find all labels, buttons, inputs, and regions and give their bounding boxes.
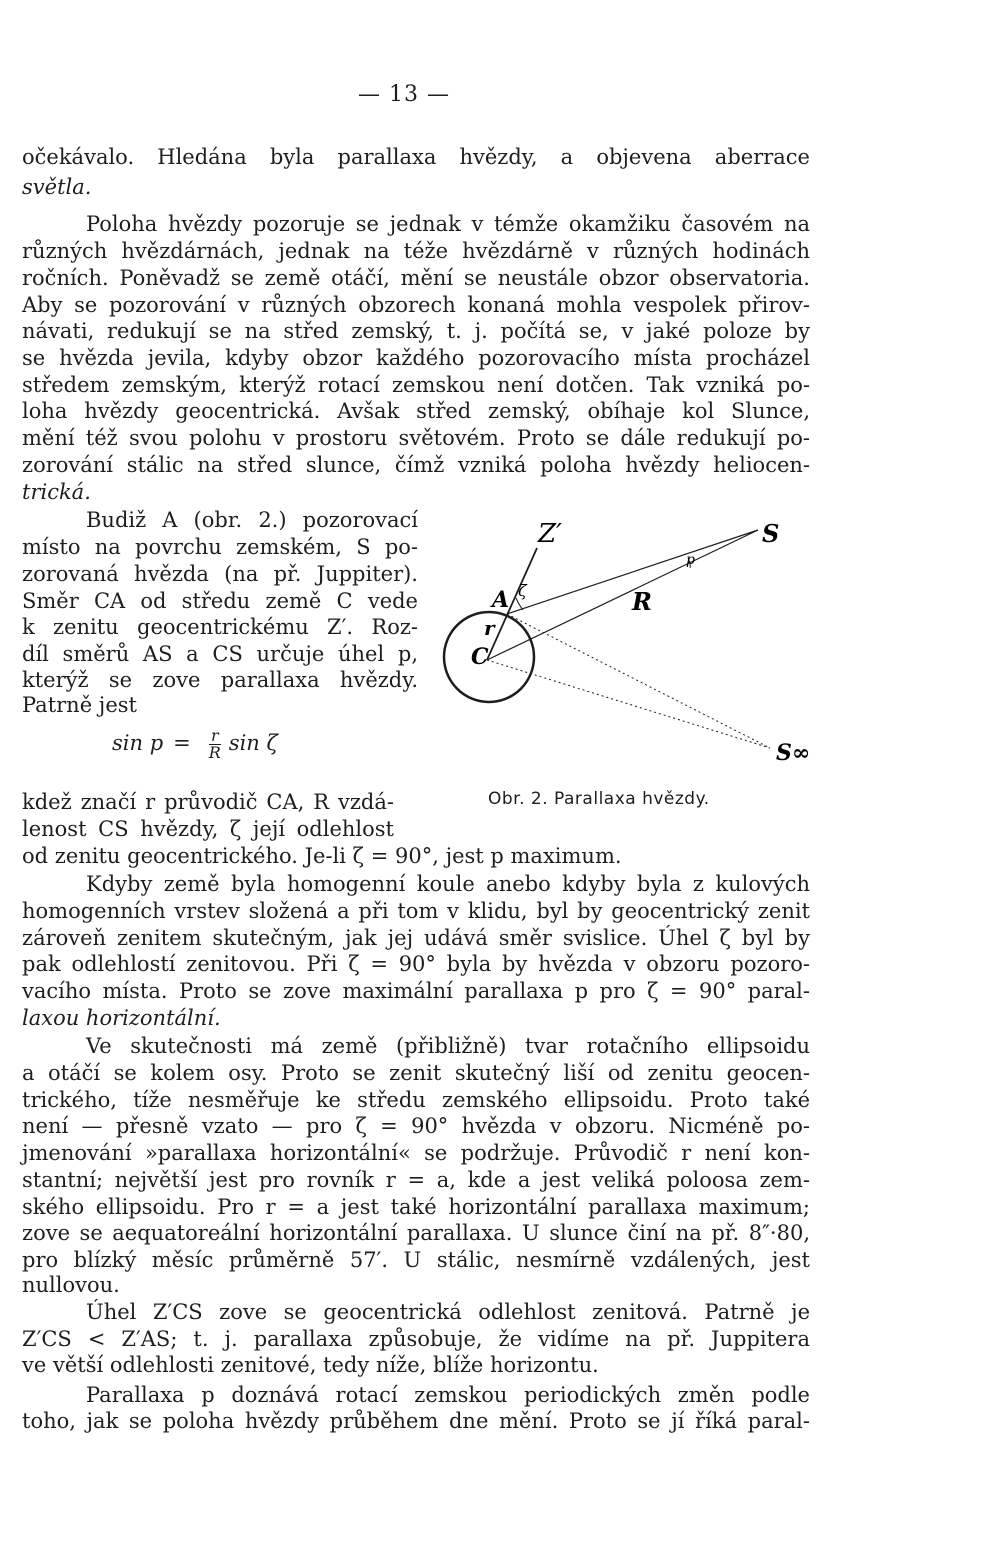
figure-caption: Obr. 2. Parallaxa hvězdy. (488, 789, 710, 809)
label-zeta: ζ (518, 581, 527, 600)
text-line: Budiž A (obr. 2.) pozorovací (86, 508, 418, 532)
label-p: p (686, 552, 695, 568)
text-line: různých hvězdárnách, jednak na téže hvězdárně v různých hodinách (22, 239, 810, 263)
text-line: Z′CS < Z′AS; t. j. parallaxa způsobuje, že vidíme na př. Juppitera (22, 1327, 810, 1351)
text-line: ve větší odlehlosti zenitové, tedy níže, blíže horizontu. (22, 1353, 599, 1377)
text-line: Směr CA od středu země C vede (22, 589, 418, 613)
text-line: místo na povrchu zemském, S po- (22, 535, 418, 559)
text-line: není — přesně vzato — pro ζ = 90° hvězda v obzoru. Nicméně po- (22, 1114, 810, 1138)
text-line: mění též svou polohu v prostoru světovém. Proto se dále redukují po- (22, 426, 810, 450)
text-line: lenost CS hvězdy, ζ její odlehlost (22, 817, 394, 841)
text-line: díl směrů AS a CS určuje úhel p, (22, 642, 418, 666)
text-line: očekávalo. Hledána byla parallaxa hvězdy, a objevena aberrace (22, 145, 810, 169)
text-line: a otáčí se kolem osy. Proto se zenit skutečný liší od zenitu geocen- (22, 1061, 810, 1085)
text-line: zároveň zenitem skutečným, jak jej udává směr svislice. Úhel ζ byl by (22, 926, 810, 950)
text-line: návati, redukují se na střed zemský, t. j. počítá se, v jaké poloze by (22, 319, 810, 343)
label-star-infinity: S∞ (776, 740, 811, 766)
formula-denominator: R (208, 743, 221, 762)
text-line: Parallaxa p doznává rotací zemskou periodických změn podle (86, 1383, 810, 1407)
formula-fraction (209, 728, 221, 761)
text-line: se hvězda jevila, kdyby obzor každého pozorovacího místa procházel (22, 346, 810, 370)
label-radius: r (484, 616, 495, 640)
text-line: trická. (22, 480, 91, 504)
text-line: toho, jak se poloha hvězdy průběhem dne mění. Proto se jí říká paral- (22, 1409, 810, 1433)
parallax-formula (112, 728, 278, 761)
text-line: Poloha hvězdy pozoruje se jednak v témže okamžiku časovém na (86, 212, 810, 236)
label-observer: A (492, 587, 510, 613)
line-CS-infinity (487, 660, 770, 748)
text-line: zorovaná hvězda (na př. Juppiter). (22, 562, 418, 586)
line-AS-infinity (507, 614, 770, 748)
page-number: — 13 — (358, 82, 450, 107)
text-line: kterýž se zove parallaxa hvězdy. (22, 668, 418, 692)
text-line: ročních. Poněvadž se země otáčí, mění se neustále obzor observatoria. (22, 266, 810, 290)
text-line: homogenních vrstev složená a při tom v klidu, byl by geocentrický zenit (22, 899, 810, 923)
text-line: nullovou. (22, 1273, 120, 1297)
text-line: světla. (22, 175, 92, 199)
text-line: Kdyby země byla homogenní koule anebo kdyby byla z kulových (86, 872, 810, 896)
text-line: zorování stálic na střed slunce, čímž vzniká poloha hvězdy heliocen- (22, 453, 810, 477)
text-line: Ve skutečnosti má země (přibližně) tvar rotačního ellipsoidu (86, 1034, 810, 1058)
text-line: kdež značí r průvodič CA, R vzdá- (22, 790, 394, 814)
label-zenith: Z′ (538, 519, 562, 549)
formula-equals: = (173, 731, 191, 755)
text-line: středem zemským, kterýž rotací zemskou není dotčen. Tak vzniká po- (22, 373, 810, 397)
text-line: od zenitu geocentrického. Je-li ζ = 90°, jest p maximum. (22, 844, 622, 868)
text-line: ského ellipsoidu. Pro r = a jest také horizontální parallaxa maximum; (22, 1195, 810, 1219)
text-line: vacího místa. Proto se zove maximální parallaxa p pro ζ = 90° paral- (22, 979, 810, 1003)
text-line: pro blízký měsíc průměrně 57′. U stálic, nesmírně vzdálených, jest (22, 1248, 810, 1272)
formula-lhs: sin p (112, 731, 164, 755)
parallax-figure (440, 510, 811, 785)
text-line: Aby se pozorování v různých obzorech konaná mohla vespolek přirov- (22, 293, 810, 317)
text-line: trického, tíže nesměřuje ke středu zemského ellipsoidu. Proto také (22, 1088, 810, 1112)
formula-numerator: r (209, 728, 221, 745)
label-star: S (762, 519, 780, 548)
text-line: stantní; největší jest pro rovník r = a, kde a jest veliká poloosa zem- (22, 1168, 810, 1192)
text-line: k zenitu geocentrickému Z′. Roz- (22, 615, 418, 639)
formula-rhs: sin ζ (228, 731, 278, 755)
text-line: zove se aequatoreální horizontální parallaxa. U slunce činí na př. 8″·80, (22, 1221, 810, 1245)
text-line: pak odlehlostí zenitovou. Při ζ = 90° byla by hvězda v obzoru pozoro- (22, 952, 810, 976)
label-center: C (471, 644, 489, 670)
text-line: jmenování »parallaxa horizontální« se podržuje. Průvodič r není kon- (22, 1141, 810, 1165)
line-CS (487, 530, 758, 660)
text-line: Patrně jest (22, 693, 137, 717)
text-line: laxou horizontální. (22, 1006, 221, 1030)
label-distance: R (632, 587, 652, 616)
text-line: loha hvězdy geocentrická. Avšak střed zemský, obíhaje kol Slunce, (22, 399, 810, 423)
text-line: Úhel Z′CS zove se geocentrická odlehlost zenitová. Patrně je (86, 1300, 810, 1324)
